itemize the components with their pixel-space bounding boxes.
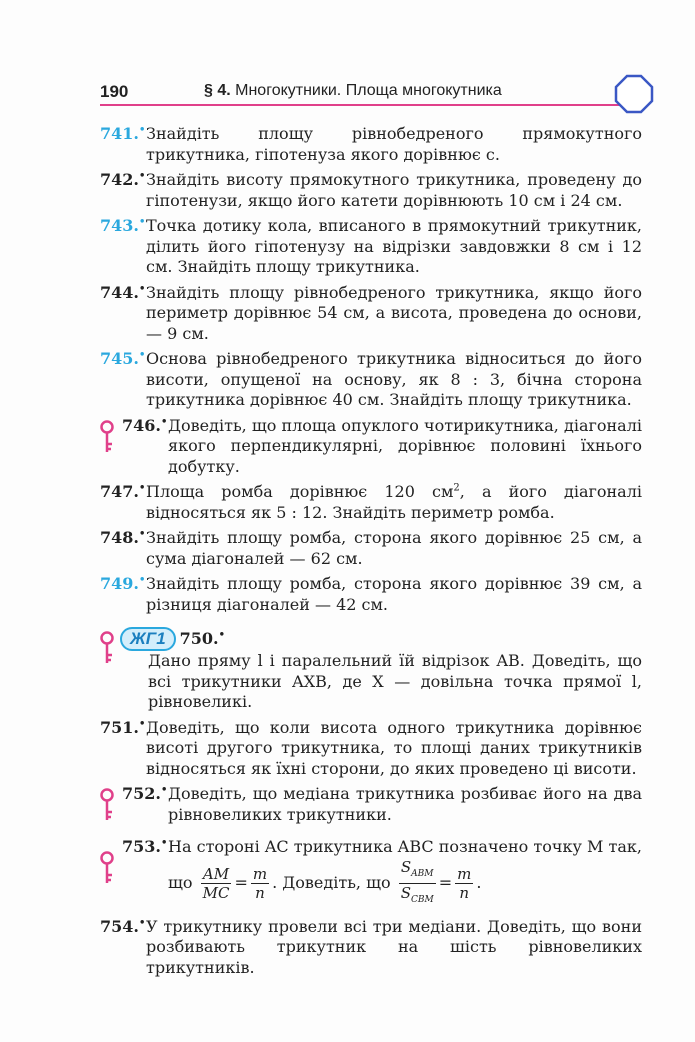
fraction-area-ratio: $\frac{S_{ABM}}{S_{CBM}}$ [400,857,434,905]
problem-text: Знайдіть висоту прямокутного трикутника, проведену до гіпотенузи, якщо його катети дорівнюють 10 см і 24 см. [146,170,642,210]
problem-number: 750.• [179,629,226,648]
problem-number: 742.• [100,170,146,189]
problem-number: 747.• [100,482,146,501]
problem-text: У трикутнику провели всі три медіани. Доведіть, що вони розбивають трикутник на шість рівновеликих трикутників. [146,916,642,977]
problem-text: Основа рівнобедреного трикутника відноситься до його висоти, опущеної на основу, як 8 : 3, бічна сторона трикутника дорівнює 40 см. Знайдіть площу трикутника. [146,349,642,409]
problem-text: Знайдіть площу ромба, сторона якого дорівнює 39 см, а різниця діагоналей — 42 см. [146,574,642,614]
problem-752 [100,784,642,825]
problem-753 [100,837,642,909]
problem-750 [100,627,642,713]
header-rule [100,104,640,106]
problem-text: Знайдіть площу рівнобедреного прямокутного трикутника, гіпотенуза якого дорівнює c. [146,124,642,164]
problem-number: 753.• [122,837,168,856]
problem-754 [100,917,642,979]
problem-number: 754.• [100,916,146,936]
page-header [100,80,655,106]
problem-list [100,124,642,983]
problem-742 [100,170,642,211]
problem-text: Площа ромба дорівнює 120 $см^2$, а його діагоналі відносяться як 5 : 12. Знайдіть периметр ромба. [146,482,642,522]
key-icon [98,851,116,887]
section-label: § 4. [204,82,231,99]
problem-text: Дано пряму l і паралельний їй відрізок AB. Доведіть, що всі трикутники AXB, де X — довільна точка прямої l, рівновеликі. [148,651,642,711]
problem-number: 748.• [100,528,146,547]
problem-747 [100,482,642,523]
problem-number: 746.• [122,415,168,435]
key-icon [98,788,116,824]
problem-text: Доведіть, що медіана трикутника розбиває його на два рівновеликих трикутники. [168,784,642,824]
zg1-badge: ЖГ1 [120,627,176,651]
problem-number: 751.• [100,717,146,737]
fraction-m-n-2: $\frac{m}{n}$ [457,864,472,902]
problem-number: 743.• [100,216,146,235]
fraction-am-mc: $\frac{AM}{MC}$ [202,864,230,902]
problem-text: На стороні AC трикутника ABC позначено точку M так, що $\frac{AM}{MC}$ = $\frac{m}{n}$ . Доведіть, що $\frac{S_{ABM}}{S_{CBM}}$ = $\frac{m}{n}$ . [100,837,642,909]
key-icon [98,420,116,456]
octagon-icon [614,74,654,114]
problem-text: Знайдіть площу ромба, сторона якого дорівнює 25 см, а сума діагоналей — 62 см. [146,528,642,568]
problem-number: 752.• [122,784,168,803]
problem-745 [100,349,642,411]
key-icon [98,631,116,667]
section-title-text: Многокутники. Площа многокутника [235,82,502,99]
problem-748 [100,528,642,569]
problem-741 [100,124,642,165]
problem-text: Точка дотику кола, вписаного в прямокутний трикутник, ділить його гіпотенузу на відрізки завдовжки 8 см і 12 см. Знайдіть площу трикутника. [146,216,642,276]
problem-749 [100,574,642,615]
problem-744 [100,283,642,345]
problem-number: 749.• [100,574,146,593]
problem-number: 741.• [100,124,146,143]
problem-text: Доведіть, що площа опуклого чотирикутника, діагоналі якого перпендикулярні, дорівнює половині їхнього добутку. [168,415,642,476]
problem-746 [100,416,642,478]
problem-number: 744.• [100,282,146,302]
problem-number: 745.• [100,349,146,368]
page-number: 190 [100,82,129,101]
fraction-m-n: $\frac{m}{n}$ [252,864,268,902]
problem-text: Знайдіть площу рівнобедреного трикутника, якщо його периметр дорівнює 54 см, а висота, проведена до основи, — 9 см. [146,282,642,343]
problem-text: Доведіть, що коли висота одного трикутника дорівнює висоті другого трикутника, то площі даних трикутників відносяться як їхні сторони, до яких проведено ці висоти. [146,717,642,778]
problem-751 [100,718,642,780]
problem-743 [100,216,642,278]
section-title [204,82,502,100]
